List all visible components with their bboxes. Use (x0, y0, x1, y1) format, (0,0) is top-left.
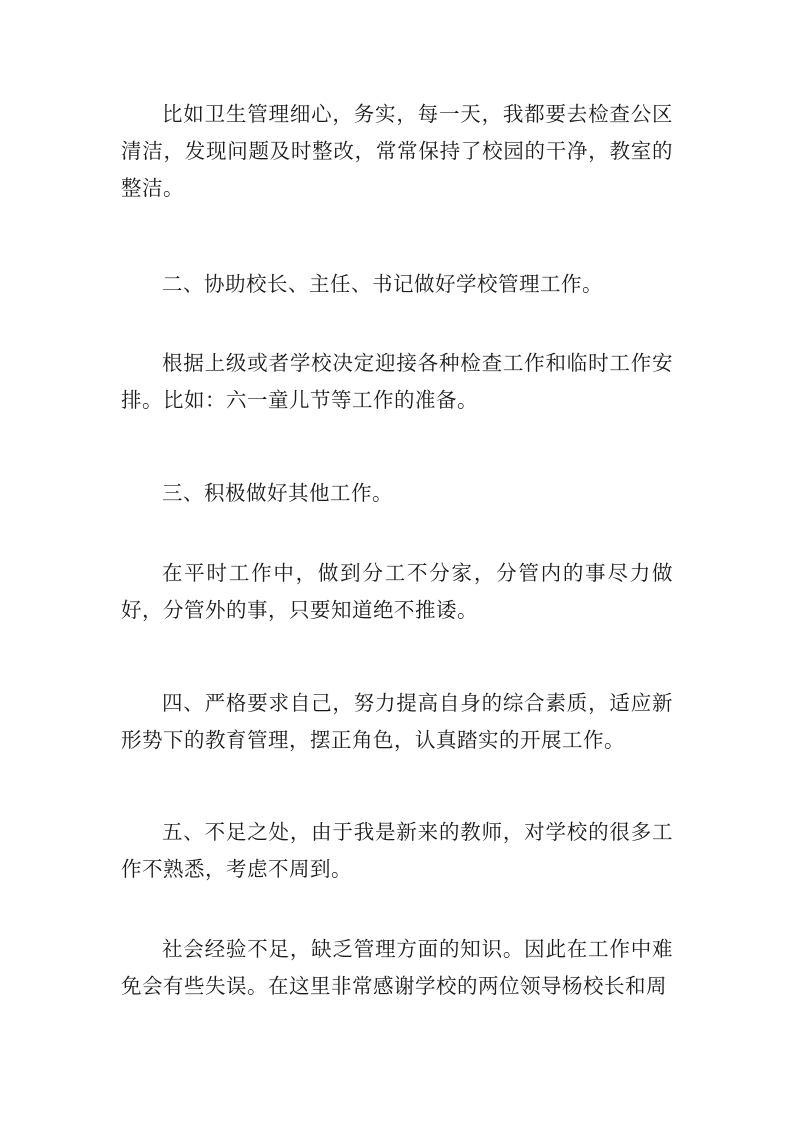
paragraph-division-of-work: 在平时工作中，做到分工不分家，分管内的事尽力做好，分管外的事，只要知道绝不推诿。 (121, 561, 673, 622)
paragraph-inspection-arrangements: 根据上级或者学校决定迎接各种检查工作和临时工作安排。比如：六一童儿节等工作的准备。 (121, 351, 673, 412)
heading-other-work: 三、积极做好其他工作。 (162, 481, 393, 505)
paragraph-hygiene-management: 比如卫生管理细心，务实，每一天，我都要去检查公区清洁，发现问题及时整改，常常保持了校园的干净，教室的整洁。 (121, 102, 673, 200)
heading-assist-leadership: 二、协助校长、主任、书记做好学校管理工作。 (162, 272, 603, 296)
paragraph-social-experience: 社会经验不足，缺乏管理方面的知识。因此在工作中难免会有些失误。在这里非常感谢学校的两位领导杨校长和周 (121, 937, 673, 998)
heading-shortcomings: 五、不足之处，由于我是新来的教师，对学校的很多工作不熟悉，考虑不周到。 (121, 820, 673, 881)
heading-self-requirements: 四、严格要求自己，努力提高自身的综合素质，适应新形势下的教育管理，摆正角色，认真踏实的开展工作。 (121, 691, 673, 752)
